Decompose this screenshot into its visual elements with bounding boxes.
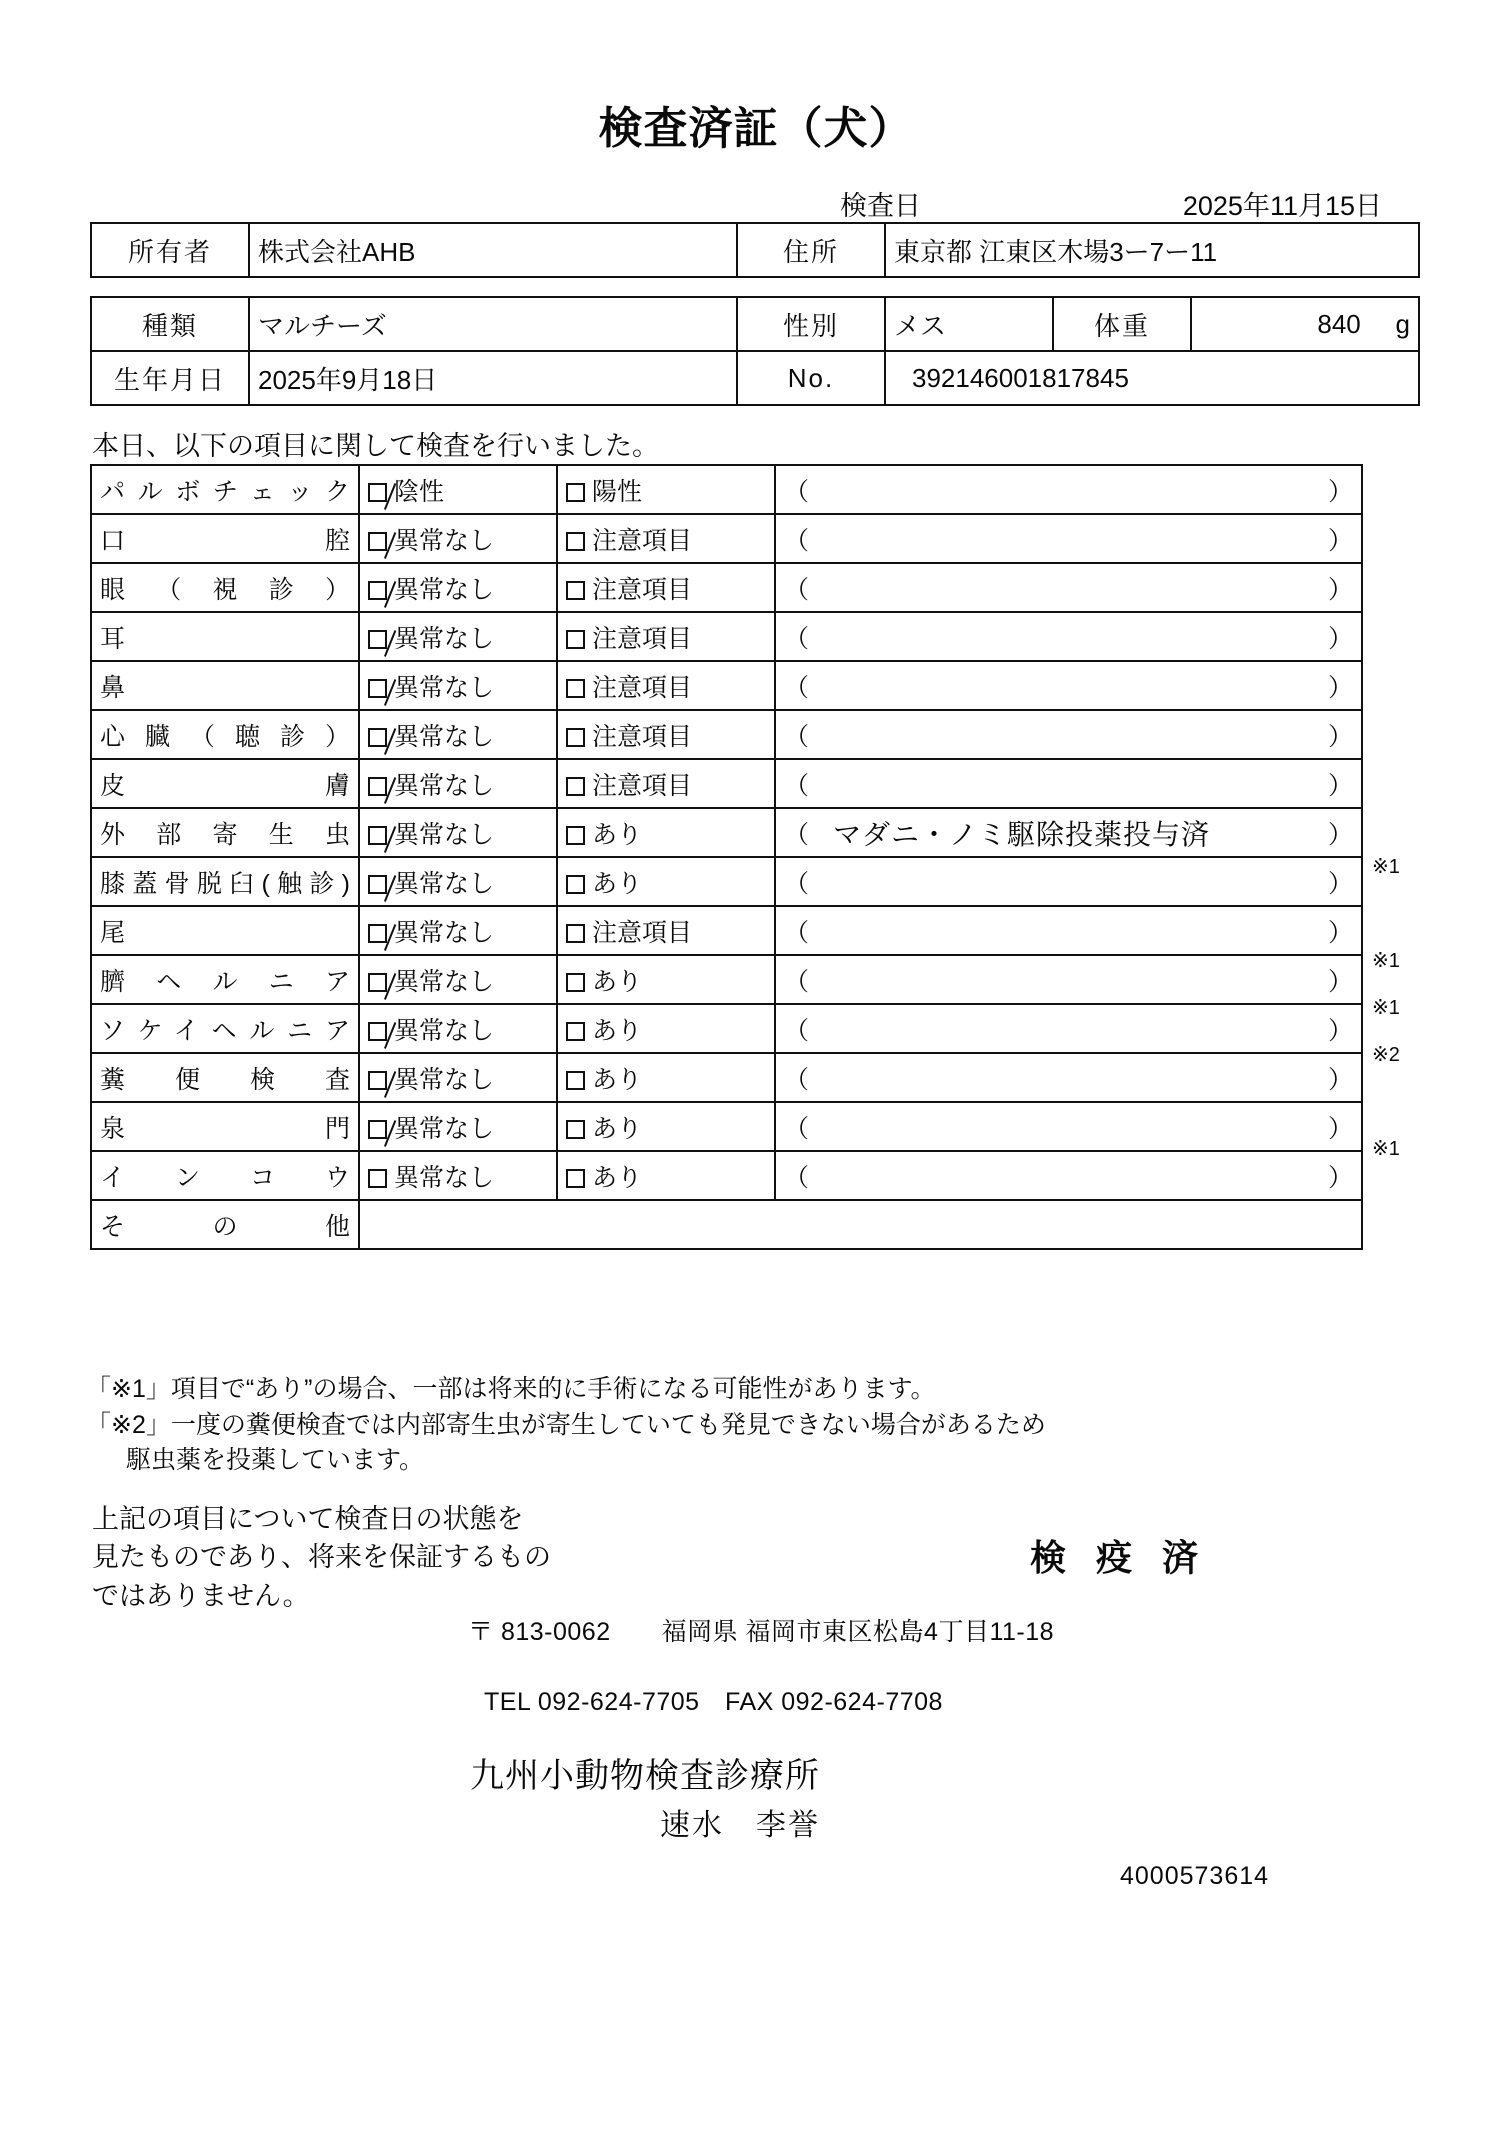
checkbox-icon[interactable] [368, 1120, 387, 1139]
table-row [91, 563, 1362, 612]
exam-remark-field[interactable] [775, 955, 1362, 1004]
exam-remark-field[interactable] [775, 563, 1362, 612]
checkbox-icon[interactable] [566, 581, 585, 600]
exam-remark-field[interactable] [775, 1004, 1362, 1053]
paren-open: （ [784, 575, 810, 604]
weight-label: 体重 [1053, 297, 1191, 351]
exam-option-1-label: 異常なし [394, 918, 495, 947]
checkbox-icon[interactable] [566, 532, 585, 551]
weight-cell [1191, 297, 1419, 351]
exam-item-text: 泉門 [100, 1114, 350, 1143]
exam-option-2-label: 注意項目 [592, 918, 693, 947]
exam-option-2[interactable] [557, 1102, 775, 1151]
no-value: 392146001817845 [885, 351, 1419, 405]
exam-option-2-label: 注意項目 [592, 624, 693, 653]
exam-item-label [91, 1200, 359, 1249]
exam-item-label [91, 1102, 359, 1151]
sex-value: メス [885, 297, 1053, 351]
clinic-contact: TEL 092-624-7705 FAX 092-624-7708 [484, 1688, 943, 1716]
exam-option-2[interactable] [557, 906, 775, 955]
owner-table [90, 222, 1420, 278]
exam-remark-field[interactable] [775, 612, 1362, 661]
paren-close: ） [1327, 477, 1353, 506]
weight-value: 840 [1317, 308, 1361, 339]
table-row [91, 351, 1419, 405]
checkbox-icon[interactable] [368, 581, 387, 600]
paren-close: ） [1327, 722, 1353, 751]
exam-item-label [91, 906, 359, 955]
checkbox-icon[interactable] [368, 973, 387, 992]
exam-option-2-label: 注意項目 [592, 771, 693, 800]
exam-option-2[interactable] [557, 1004, 775, 1053]
disclaimer-line-3: ではありません。 [92, 1580, 310, 1611]
checkbox-icon[interactable] [566, 679, 585, 698]
exam-option-1[interactable] [359, 955, 557, 1004]
checkbox-icon[interactable] [566, 1169, 585, 1188]
birth-value: 2025年9月18日 [249, 351, 737, 405]
paren-close: ） [1327, 820, 1353, 849]
paren-open: （ [784, 526, 810, 555]
checkbox-icon[interactable] [566, 826, 585, 845]
exam-remark-field[interactable] [775, 514, 1362, 563]
exam-item-label [91, 563, 359, 612]
paren-close: ） [1327, 869, 1353, 898]
exam-item-text: 膝蓋骨脱臼(触診) [100, 869, 350, 898]
exam-item-label [91, 465, 359, 514]
exam-option-2-label: 注意項目 [592, 526, 693, 555]
exam-other-field[interactable] [359, 1200, 1362, 1249]
paren-close: ） [1327, 1065, 1353, 1094]
exam-option-1[interactable] [359, 710, 557, 759]
exam-item-text: 尾 [100, 918, 126, 947]
exam-option-2[interactable] [557, 612, 775, 661]
clinic-address: 〒 813-0062 福岡県 福岡市東区松島4丁目11-18 [468, 1618, 1055, 1646]
table-row [91, 759, 1362, 808]
exam-item-label [91, 514, 359, 563]
exam-item-text: 糞便検査 [100, 1065, 350, 1094]
clinic-name: 九州小動物検査診療所 [470, 1757, 820, 1795]
exam-remark-field[interactable] [775, 1053, 1362, 1102]
exam-option-1-label: 異常なし [394, 526, 495, 555]
checkbox-icon[interactable] [566, 924, 585, 943]
exam-option-2[interactable] [557, 1053, 775, 1102]
exam-item-text: 外部寄生虫 [100, 820, 350, 849]
table-row [91, 808, 1362, 857]
checkbox-icon[interactable] [368, 483, 387, 502]
checkbox-icon[interactable] [368, 1071, 387, 1090]
checkbox-icon[interactable] [566, 728, 585, 747]
disclaimer-line-2: 見たものであり、将来を保証するもの [92, 1542, 551, 1573]
table-row [91, 1053, 1362, 1102]
exam-item-text: インコウ [100, 1163, 350, 1192]
exam-item-text: 皮膚 [100, 771, 350, 800]
exam-option-1[interactable] [359, 563, 557, 612]
exam-option-2[interactable] [557, 514, 775, 563]
exam-option-2-label: あり [592, 820, 643, 849]
exam-option-2-label: 陽性 [592, 477, 643, 506]
paren-open: （ [784, 967, 810, 996]
checkbox-icon[interactable] [368, 630, 387, 649]
paren-open: （ [784, 1114, 810, 1143]
table-row [91, 1200, 1362, 1249]
exam-remark-field[interactable] [775, 465, 1362, 514]
exam-option-2[interactable] [557, 759, 775, 808]
exam-option-2-label: 注意項目 [592, 673, 693, 702]
exam-remark-field[interactable] [775, 710, 1362, 759]
paren-close: ） [1327, 1016, 1353, 1045]
exam-option-1[interactable] [359, 1053, 557, 1102]
table-row [91, 1102, 1362, 1151]
footnote-2: 「※2」一度の糞便検査では内部寄生虫が寄生していても発見できない場合があるため [86, 1410, 1046, 1439]
exam-remark-field[interactable] [775, 661, 1362, 710]
checkbox-icon[interactable] [566, 973, 585, 992]
inspection-date [840, 184, 1400, 223]
exam-item-text: パルボチェック [100, 477, 350, 506]
exam-item-label [91, 857, 359, 906]
footnote-3: 駆虫薬を投薬しています。 [126, 1446, 425, 1474]
paren-open: （ [784, 624, 810, 653]
checkbox-icon[interactable] [566, 483, 585, 502]
exam-option-1-label: 異常なし [394, 771, 495, 800]
checkbox-icon[interactable] [566, 1120, 585, 1139]
checkbox-icon[interactable] [368, 924, 387, 943]
address-value: 東京都 江東区木場3ー7ー11 [885, 223, 1419, 277]
exam-item-label [91, 710, 359, 759]
doctor-name: 速水 李誉 [660, 1809, 820, 1842]
exam-item-label [91, 661, 359, 710]
paren-open: （ [784, 869, 810, 898]
exam-item-text: 口腔 [100, 526, 350, 555]
exam-item-label [91, 759, 359, 808]
table-row [91, 465, 1362, 514]
table-row [91, 612, 1362, 661]
exam-option-2[interactable] [557, 1151, 775, 1200]
exam-option-2[interactable] [557, 808, 775, 857]
exam-option-1[interactable] [359, 906, 557, 955]
exam-option-1[interactable] [359, 1151, 557, 1200]
exam-item-text: 眼（視診） [100, 575, 350, 604]
table-row [91, 514, 1362, 563]
footnotes [86, 1372, 1386, 1479]
paren-close: ） [1327, 673, 1353, 702]
exam-item-text: 耳 [100, 624, 126, 653]
exam-option-2-label: 注意項目 [592, 575, 693, 604]
disclaimer-line-1: 上記の項目について検査日の状態を [92, 1504, 524, 1534]
breed-value: マルチーズ [249, 297, 737, 351]
paren-open: （ [784, 1016, 810, 1045]
exam-option-2[interactable] [557, 955, 775, 1004]
exam-item-label [91, 808, 359, 857]
exam-note-mark: ※1 [1372, 1138, 1400, 1160]
exam-remark-field[interactable] [775, 759, 1362, 808]
exam-option-1[interactable] [359, 514, 557, 563]
paren-open: （ [784, 673, 810, 702]
exam-item-text: 鼻 [100, 673, 126, 702]
exam-note-mark: ※2 [1372, 1044, 1400, 1066]
exam-option-2-label: あり [592, 1114, 643, 1143]
exam-option-1-label: 異常なし [394, 1114, 495, 1143]
checkbox-icon[interactable] [368, 777, 387, 796]
table-row [91, 223, 1419, 277]
exam-option-1[interactable] [359, 661, 557, 710]
table-row [91, 906, 1362, 955]
exam-option-1-label: 異常なし [394, 1016, 495, 1045]
exam-item-text: その他 [100, 1212, 350, 1241]
paren-open: （ [784, 477, 810, 506]
exam-note-mark: ※1 [1372, 856, 1400, 878]
checkbox-icon[interactable] [368, 679, 387, 698]
exam-option-1-label: 異常なし [394, 820, 495, 849]
checkbox-icon[interactable] [368, 1022, 387, 1041]
checkbox-icon[interactable] [368, 826, 387, 845]
exam-item-label [91, 1053, 359, 1102]
animal-table [90, 296, 1420, 406]
paren-open: （ [784, 918, 810, 947]
paren-close: ） [1327, 624, 1353, 653]
serial-number: 4000573614 [1120, 1862, 1270, 1890]
no-label: No. [737, 351, 885, 405]
exam-option-1-label: 異常なし [394, 967, 495, 996]
paren-close: ） [1327, 575, 1353, 604]
exam-table [90, 464, 1363, 1250]
exam-item-text: 心臓（聴診） [100, 722, 350, 751]
weight-unit: g [1395, 308, 1410, 339]
exam-option-1[interactable] [359, 465, 557, 514]
exam-option-1[interactable] [359, 857, 557, 906]
exam-item-text: 臍ヘルニア [100, 967, 350, 996]
paren-open: （ [784, 820, 810, 849]
table-row [91, 1004, 1362, 1053]
exam-remark-field[interactable] [775, 1151, 1362, 1200]
exam-option-1[interactable] [359, 759, 557, 808]
exam-option-2[interactable] [557, 857, 775, 906]
exam-option-2-label: あり [592, 869, 643, 898]
exam-option-2-label: あり [592, 1016, 643, 1045]
table-row [91, 1151, 1362, 1200]
exam-remark-text: マダニ・ノミ駆除投薬投与済 [833, 818, 1211, 850]
exam-remark-field[interactable] [775, 1102, 1362, 1151]
table-row [91, 955, 1362, 1004]
lead-sentence: 本日、以下の項目に関して検査を行いました。 [92, 431, 659, 461]
exam-option-1-label: 異常なし [394, 673, 495, 702]
inspection-date-value: 2025年11月15日 [1182, 191, 1382, 221]
exam-option-1-label: 異常なし [394, 1163, 495, 1192]
table-row [91, 710, 1362, 759]
paren-open: （ [784, 771, 810, 800]
exam-option-1-label: 異常なし [394, 1065, 495, 1094]
paren-open: （ [784, 1163, 810, 1192]
page-title: 検査済証（犬） [598, 104, 914, 153]
exam-option-1-label: 異常なし [394, 869, 495, 898]
owner-label: 所有者 [91, 223, 249, 277]
exam-note-mark: ※1 [1372, 950, 1400, 972]
paren-open: （ [784, 722, 810, 751]
exam-option-2[interactable] [557, 661, 775, 710]
exam-option-1[interactable] [359, 808, 557, 857]
exam-option-2-label: あり [592, 967, 643, 996]
exam-option-1-label: 異常なし [394, 722, 495, 751]
exam-note-mark: ※1 [1372, 997, 1400, 1019]
exam-option-1-label: 陰性 [394, 477, 445, 506]
disclaimer [92, 1500, 551, 1615]
checkbox-icon[interactable] [368, 1169, 387, 1188]
checkbox-icon[interactable] [368, 875, 387, 894]
exam-option-1[interactable] [359, 612, 557, 661]
table-row [91, 661, 1362, 710]
checkbox-icon[interactable] [368, 728, 387, 747]
paren-close: ） [1327, 967, 1353, 996]
checkbox-icon[interactable] [566, 630, 585, 649]
checkbox-icon[interactable] [566, 777, 585, 796]
birth-label: 生年月日 [91, 351, 249, 405]
checkbox-icon[interactable] [566, 1022, 585, 1041]
paren-close: ） [1327, 918, 1353, 947]
exam-option-2-label: 注意項目 [592, 722, 693, 751]
sex-label: 性別 [737, 297, 885, 351]
exam-remark-field[interactable] [775, 808, 1362, 857]
checkbox-icon[interactable] [368, 532, 387, 551]
paren-open: （ [784, 1065, 810, 1094]
address-label: 住所 [737, 223, 885, 277]
exam-remark-field[interactable] [775, 857, 1362, 906]
exam-item-label [91, 612, 359, 661]
exam-item-label [91, 955, 359, 1004]
exam-remark-field[interactable] [775, 906, 1362, 955]
exam-option-2-label: あり [592, 1065, 643, 1094]
checkbox-icon[interactable] [566, 875, 585, 894]
exam-option-1-label: 異常なし [394, 624, 495, 653]
exam-option-1[interactable] [359, 1102, 557, 1151]
exam-item-label [91, 1004, 359, 1053]
checkbox-icon[interactable] [566, 1071, 585, 1090]
exam-option-2[interactable] [557, 710, 775, 759]
quarantine-stamp: 検 疫 済 [1030, 1537, 1209, 1578]
owner-value: 株式会社AHB [249, 223, 737, 277]
exam-item-text: ソケイヘルニア [100, 1016, 350, 1045]
paren-close: ） [1327, 526, 1353, 555]
paren-close: ） [1327, 1163, 1353, 1192]
exam-option-1-label: 異常なし [394, 575, 495, 604]
exam-option-2[interactable] [557, 465, 775, 514]
footnote-1: 「※1」項目で“あり”の場合、一部は将来的に手術になる可能性があります。 [86, 1375, 936, 1403]
paren-close: ） [1327, 1114, 1353, 1143]
exam-option-1[interactable] [359, 1004, 557, 1053]
inspection-date-label: 検査日 [840, 191, 921, 221]
table-row [91, 297, 1419, 351]
exam-item-label [91, 1151, 359, 1200]
exam-option-2[interactable] [557, 563, 775, 612]
breed-label: 種類 [91, 297, 249, 351]
exam-option-2-label: あり [592, 1163, 643, 1192]
paren-close: ） [1327, 771, 1353, 800]
table-row [91, 857, 1362, 906]
